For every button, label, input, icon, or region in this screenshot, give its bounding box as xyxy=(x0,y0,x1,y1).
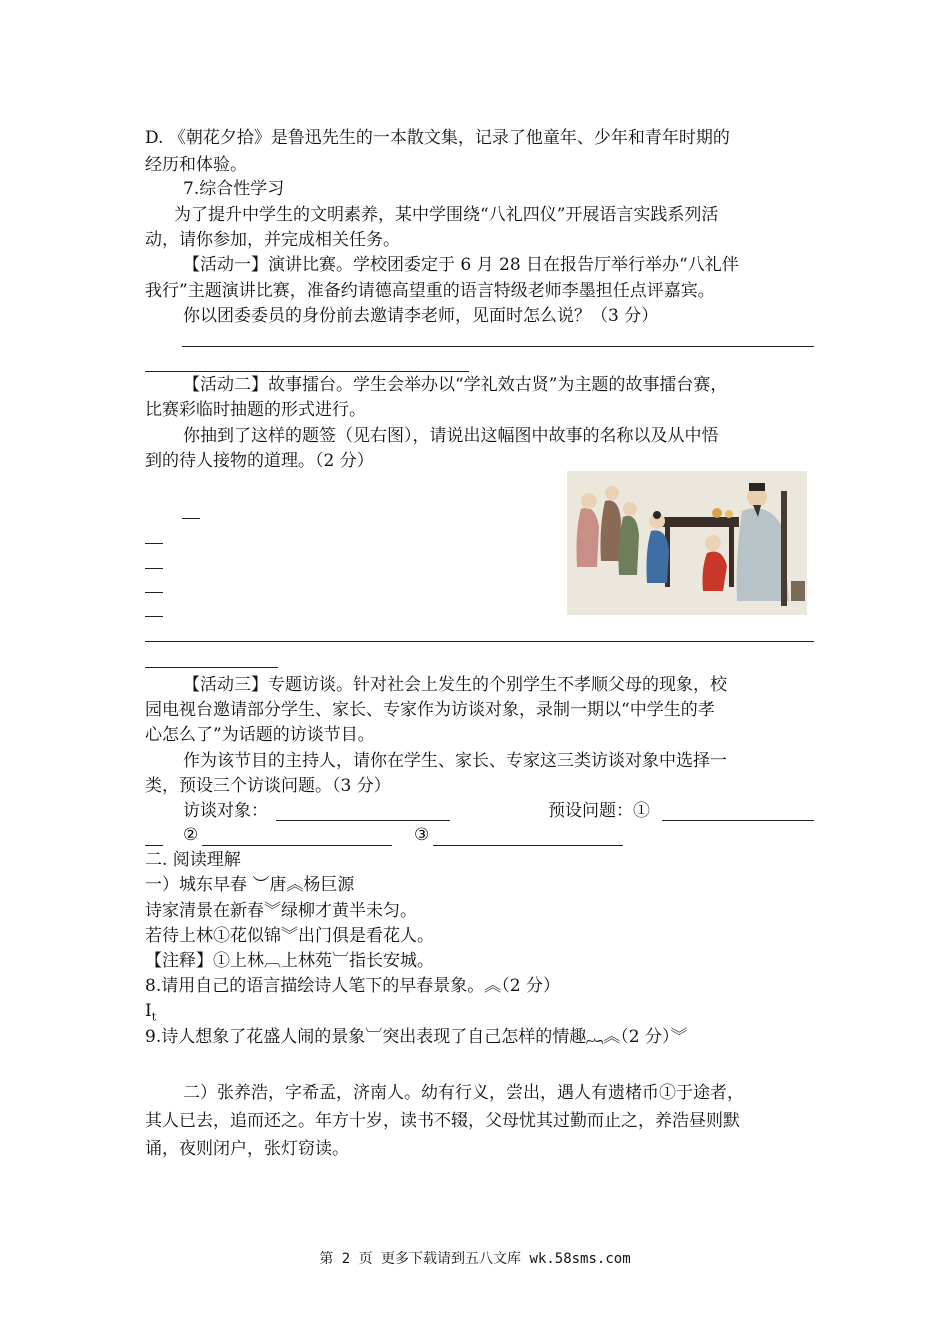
question-7-title: 7.综合性学习 xyxy=(183,179,285,199)
interview-object-label: 访谈对象： xyxy=(183,801,268,821)
question-8: 8.请用自己的语言描绘诗人笔下的早春景象。︽（2 分） xyxy=(145,976,560,996)
activity3-line2: 园电视台邀请部分学生、家长、专家作为访谈对象，录制一期以“中学生的孝 xyxy=(145,700,715,720)
preset-question-blank[interactable] xyxy=(433,845,623,846)
answer-line[interactable] xyxy=(145,371,469,372)
question-9: 9.诗人想象了花盛人闹的景象︺突出表现了自己怎样的情趣︷︽（2 分）︾ xyxy=(145,1027,688,1047)
poem-line1: 诗家清景在新春︾绿柳才黄半未匀。 xyxy=(145,901,417,921)
intro-line2: 动，请你参加，并完成相关任务。 xyxy=(145,230,400,250)
preset-question-label: 预设问题：① xyxy=(548,801,650,821)
activity1-question: 你以团委委员的身份前去邀请李老师，见面时怎么说？（3 分） xyxy=(183,306,659,326)
activity3-line1: 【活动三】专题访谈。针对社会上发生的个别学生不孝顺父母的现象，校 xyxy=(183,675,727,695)
activity2-line2: 比赛彩临时抽题的形式进行。 xyxy=(145,400,366,420)
stray-mark: $I_t$ xyxy=(145,1001,157,1024)
answer-line[interactable] xyxy=(145,616,163,617)
answer-line[interactable] xyxy=(145,543,163,544)
poem-title: 一）城东早春 ︶唐︽杨巨源 xyxy=(145,875,355,895)
activity2-line3: 你抽到了这样的题签（见右图），请说出这幅图中故事的名称以及从中悟 xyxy=(183,426,719,446)
answer-line[interactable] xyxy=(182,518,200,519)
answer-line[interactable] xyxy=(145,667,278,668)
activity3-line5: 类，预设三个访谈问题。（3 分） xyxy=(145,776,391,796)
preset-question-blank[interactable] xyxy=(145,845,163,846)
preset-question-blank[interactable] xyxy=(202,845,392,846)
answer-line[interactable] xyxy=(145,568,163,569)
answer-line[interactable] xyxy=(182,346,814,347)
story-illustration xyxy=(567,471,807,615)
poem-line2: 若待上林①花似锦︾出门俱是看花人。 xyxy=(145,926,434,946)
activity3-line3: 心怎么了”为话题的访谈节目。 xyxy=(145,725,375,745)
activity2-line4: 到的待人接物的道理。（2 分） xyxy=(145,451,374,471)
prose-line2: 其人已去，追而还之。年方十岁，读书不辍，父母忧其过勤而止之，养浩昼则默 xyxy=(145,1111,740,1131)
intro-line1: 为了提升中学生的文明素养，某中学围绕“八礼四仪”开展语言实践系列活 xyxy=(174,205,719,225)
prose-line1: 二）张养浩，字希孟，济南人。幼有行义，尝出，遇人有遗楮币①于途者， xyxy=(183,1083,744,1103)
preset-question-blank[interactable] xyxy=(662,820,814,821)
poem-note: 【注释】①上林︹上林苑︺指长安城。 xyxy=(145,951,434,971)
option-d-line2: 经历和体验。 xyxy=(145,155,247,175)
activity1-line2: 我行”主题演讲比赛，准备约请德高望重的语言特级老师李墨担任点评嘉宾。 xyxy=(145,281,715,301)
page-footer: 第 2 页 更多下载请到五八文库 wk.58sms.com xyxy=(319,1251,631,1267)
section2-title: 二. 阅读理解 xyxy=(145,850,241,870)
preset-question-3-label: ③ xyxy=(414,825,430,845)
interview-object-blank[interactable] xyxy=(276,820,450,821)
answer-line[interactable] xyxy=(145,641,814,642)
option-d-line1: D. 《朝花夕拾》是鲁迅先生的一本散文集，记录了他童年、少年和青年时期的 xyxy=(145,128,730,148)
activity3-line4: 作为该节目的主持人，请你在学生、家长、专家这三类访谈对象中选择一 xyxy=(183,751,727,771)
answer-line[interactable] xyxy=(145,592,163,593)
activity1-line1: 【活动一】演讲比赛。学校团委定于 6 月 28 日在报告厅举行举办“八礼伴 xyxy=(183,255,739,275)
prose-line3: 诵，夜则闭户，张灯窃读。 xyxy=(145,1139,349,1159)
preset-question-2-label: ② xyxy=(183,825,199,845)
activity2-line1: 【活动二】故事擂台。学生会举办以“学礼效古贤”为主题的故事擂台赛， xyxy=(183,375,728,395)
